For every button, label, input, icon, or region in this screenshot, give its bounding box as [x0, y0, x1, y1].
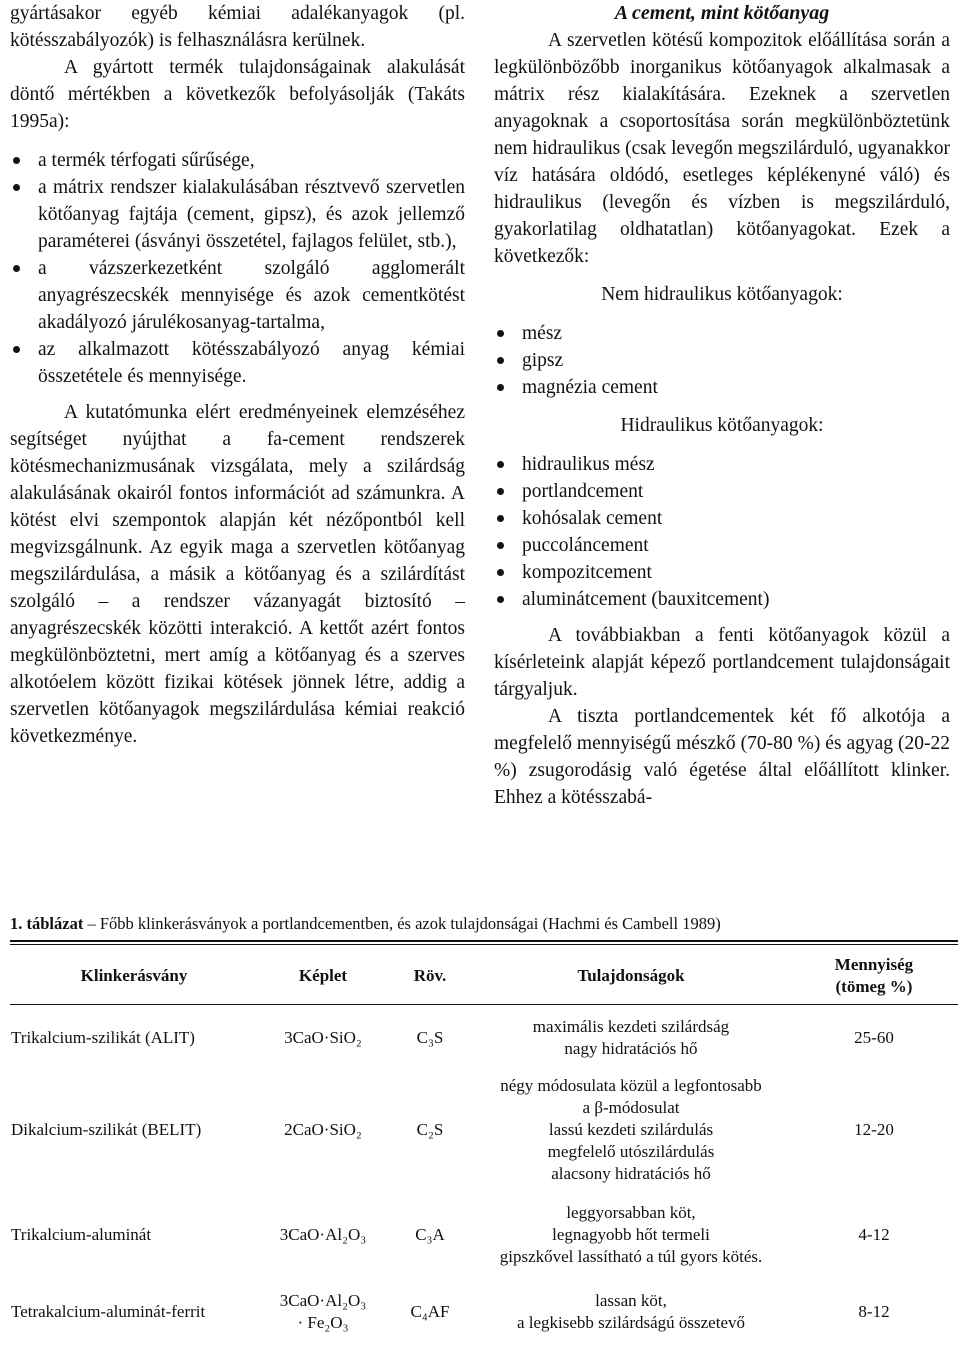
- table-row: [10, 1279, 958, 1345]
- clinker-minerals-table: [10, 948, 958, 1345]
- list-item: aluminátcement (bauxitcement): [494, 586, 950, 613]
- right-paragraph-portland: A továbbiakban a fenti kötőanyagok közül a kísérleteink alapját képező portlandcement tulajdonságait tárgyaljuk.: [494, 625, 950, 700]
- left-paragraph-continued: gyártásakor egyéb kémiai adalékanyagok (pl. kötésszabályozók) is felhasználásra kerülnek.: [10, 3, 465, 51]
- left-paragraph-mechanism: A kutatómunka elért eredményeinek elemzéséhez segítséget nyújthat a fa-cement rendszerek kötésmechanizmusának vizsgálata, mely a szilárdság alakulásának okairól fontos információt ad számunkra. A kötést elvi szempontok alapján két nézőpontból kell megvizsgálnunk. Az egyik maga a szervetlen kötőanyag megszilárdulása, a másik a kötőanyag és a szilárdítást szolgáló – a rendszer vázanyagát biztosító – anyagrészecskék közötti interakció. A kettőt azért fontos megkülönböztetni, mert amíg a kötőanyag és a szerves alkotóelem között fizikai kötések jönnek létre, addig a szervetlen kötőanyagok megszilárdulása kémiai reakció következménye.: [10, 402, 465, 747]
- property-line: maximális kezdeti szilárdság: [532, 1017, 730, 1036]
- cell-formula: 3CaO·Al₂O₃: [279, 1225, 367, 1244]
- list-item: portlandcement: [494, 478, 950, 505]
- hydraulic-list: [494, 451, 950, 613]
- list-item: az alkalmazott kötésszabályozó anyag kémiai összetétele és mennyisége.: [10, 336, 465, 390]
- table-row: [10, 1004, 958, 1069]
- table-row: [10, 1191, 958, 1279]
- cell-mineral: Dikalcium-szilikát (BELIT): [11, 1120, 202, 1139]
- property-line: a β-módosulat: [582, 1098, 680, 1117]
- cell-properties: [472, 1069, 790, 1191]
- nonhydraulic-title: Nem hidraulikus kötőanyagok:: [601, 284, 843, 305]
- list-item: puccoláncement: [494, 532, 950, 559]
- property-line: nagy hidratációs hő: [564, 1039, 698, 1058]
- formula-line: · Fe₂O₃: [297, 1313, 349, 1332]
- list-item: gipsz: [494, 347, 950, 374]
- header-formula: Képlet: [298, 966, 348, 985]
- cell-abbr: C₂S: [416, 1120, 444, 1139]
- properties-list: [10, 147, 465, 390]
- nonhydraulic-list: [494, 320, 950, 401]
- table-top-rule-thin: [10, 944, 958, 945]
- cell-abbr: C₃A: [415, 1225, 445, 1244]
- list-item: a termék térfogati sűrűsége,: [10, 147, 465, 174]
- caption-text: Főbb klinkerásványok a portlandcementben, és azok tulajdonságai (Hachmi és Cambell 1989): [99, 914, 721, 933]
- property-line: megfelelő utószilárdulás: [547, 1142, 715, 1161]
- section-heading: A cement, mint kötőanyag: [614, 2, 830, 24]
- cell-abbr: C₄AF: [410, 1302, 450, 1321]
- table-top-rule: [10, 940, 958, 942]
- cell-mineral: Trikalcium-szilikát (ALIT): [11, 1028, 195, 1047]
- property-line: a legkisebb szilárdságú összetevő: [516, 1313, 745, 1332]
- list-item: a mátrix rendszer kialakulásában résztvevő szervetlen kötőanyag fajtája (cement, gipsz), és azok jellemző paraméterei (ásványi összetétel, fajlagos felület, stb.),: [10, 174, 465, 255]
- caption-dash: –: [83, 914, 100, 933]
- left-paragraph-properties: A gyártott termék tulajdonságainak alakulását döntő mértékben a következők befolyásolják (Takáts 1995a):: [10, 57, 465, 132]
- cell-amount: 8-12: [858, 1302, 890, 1321]
- header-properties: Tulajdonságok: [577, 966, 685, 985]
- property-line: leggyorsabban köt,: [566, 1203, 696, 1222]
- property-line: négy módosulata közül a legfontosabb: [500, 1076, 762, 1095]
- table-caption: [10, 914, 950, 934]
- right-paragraph-binders: A szervetlen kötésű kompozitok előállítása során a legkülönbözőbb inorganikus kötőanyagok alkalmasak a mátrix rész kialakítására. Ezeknek a szervetlen anyagoknak a csoportosítása során megkülönböztetünk nem hidraulikus (csak levegőn megszilárduló, ugyanakkor víz hatására oldódó, esetleges képlékenyné váló) és hidraulikus (levegőn és vízben is megszilárduló, gyakorlatilag oldhatatlan) kötőanyagokat. Ezek a következők:: [494, 30, 950, 267]
- cell-amount: 25-60: [854, 1028, 894, 1047]
- right-paragraph-clinker: A tiszta portlandcementek két fő alkotója a megfelelő mennyiségű mészkő (70-80 %) és agyag (20-22 %) zsugorodásig való égetése által előállított klinker. Ehhez a kötésszabá-: [494, 706, 950, 808]
- right-column: [494, 0, 950, 811]
- list-item: hidraulikus mész: [494, 451, 950, 478]
- list-item: a vázszerkezetként szolgáló agglomerált anyagrészecskék mennyisége és azok cementkötést akadályozó járulékosanyag-tartalma,: [10, 255, 465, 336]
- cell-formula: [258, 1279, 388, 1345]
- cell-properties: [472, 1191, 790, 1279]
- table-number: 1. táblázat: [10, 914, 84, 933]
- cell-formula: 2CaO·SiO₂: [284, 1120, 362, 1139]
- cell-amount: 4-12: [858, 1225, 890, 1244]
- list-item: kohósalak cement: [494, 505, 950, 532]
- table-header-row: [10, 948, 958, 1004]
- header-amount: [790, 948, 958, 1004]
- header-amount-line1: Mennyiség: [834, 955, 914, 974]
- header-abbr: Röv.: [413, 966, 447, 985]
- cell-formula: 3CaO·SiO₂: [284, 1028, 362, 1047]
- list-item: magnézia cement: [494, 374, 950, 401]
- property-line: lassan köt,: [595, 1291, 667, 1310]
- cell-abbr: C₃S: [416, 1028, 444, 1047]
- property-line: alacsony hidratációs hő: [551, 1164, 711, 1183]
- left-column: [10, 0, 465, 750]
- property-line: legnagyobb hőt termeli: [552, 1225, 710, 1244]
- cell-properties: [472, 1279, 790, 1345]
- header-amount-line2: (tömeg %): [835, 977, 913, 996]
- list-item: kompozitcement: [494, 559, 950, 586]
- cell-mineral: Tetrakalcium-aluminát-ferrit: [11, 1302, 206, 1321]
- header-mineral: Klinkerásvány: [80, 966, 188, 985]
- cell-amount: 12-20: [854, 1120, 894, 1139]
- formula-line: 3CaO·Al₂O₃: [279, 1291, 367, 1310]
- cell-properties: [472, 1004, 790, 1069]
- cell-mineral: Trikalcium-aluminát: [11, 1225, 152, 1244]
- list-item: mész: [494, 320, 950, 347]
- property-line: lassú kezdeti szilárdulás: [548, 1120, 714, 1139]
- table-row: [10, 1069, 958, 1191]
- property-line: gipszkővel lassítható a túl gyors kötés.: [499, 1247, 763, 1266]
- hydraulic-title: Hidraulikus kötőanyagok:: [620, 415, 824, 436]
